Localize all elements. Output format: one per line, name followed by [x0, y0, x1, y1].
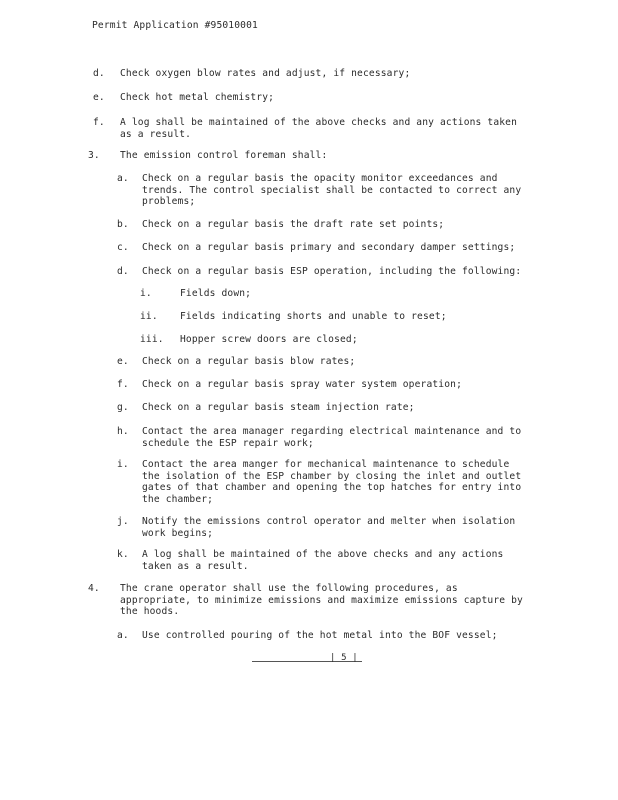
- item-text-line: the hoods.: [120, 606, 180, 617]
- item-text-line: The crane operator shall use the following procedures, as: [120, 583, 458, 594]
- item-text-line: Check on a regular basis the opacity monitor exceedances and: [142, 173, 498, 184]
- item-text-line: Fields down;: [180, 288, 252, 299]
- item-text-line: Check oxygen blow rates and adjust, if necessary;: [120, 68, 411, 79]
- item-text-line: the chamber;: [142, 493, 214, 505]
- item-text-line: The emission control foreman shall:: [120, 150, 328, 161]
- item-text-line: appropriate, to minimize emissions and maximize emissions capture by: [120, 594, 523, 606]
- item-label: 4.: [88, 583, 100, 594]
- page-number: | 5 |: [330, 653, 358, 663]
- item-text-line: Notify the emissions control operator and melter when isolation: [142, 516, 516, 527]
- item-text-line: the isolation of the ESP chamber by closing the inlet and outlet: [142, 470, 522, 482]
- item-label: b.: [117, 219, 129, 230]
- item-text-line: work begins;: [142, 527, 214, 539]
- item-text-line: Check on a regular basis blow rates;: [142, 356, 356, 367]
- item-text-line: as a result.: [120, 128, 192, 140]
- item-label: 3.: [88, 150, 100, 161]
- page-header: Permit Application #95010001: [92, 20, 258, 31]
- item-text-line: A log shall be maintained of the above checks and any actions: [142, 549, 504, 560]
- item-label: e.: [117, 356, 129, 367]
- item-text-line: Contact the area manger for mechanical maintenance to schedule: [142, 459, 510, 470]
- item-label: a.: [117, 630, 129, 641]
- item-text-line: Use controlled pouring of the hot metal into the BOF vessel;: [142, 630, 498, 641]
- item-label: h.: [117, 426, 129, 437]
- item-text-line: Hopper screw doors are closed;: [180, 334, 358, 345]
- item-label: ii.: [140, 311, 158, 322]
- item-label: j.: [117, 516, 129, 527]
- item-text-line: Check hot metal chemistry;: [120, 92, 275, 103]
- item-label: f.: [93, 117, 105, 128]
- item-text-line: Fields indicating shorts and unable to reset;: [180, 311, 447, 322]
- item-label: e.: [93, 92, 105, 103]
- item-text-line: Check on a regular basis ESP operation, including the following:: [142, 266, 522, 277]
- item-label: d.: [117, 266, 129, 277]
- item-label: f.: [117, 379, 129, 390]
- item-label: k.: [117, 549, 129, 560]
- item-label: i.: [140, 288, 152, 299]
- item-label: g.: [117, 402, 129, 413]
- item-label: iii.: [140, 334, 164, 345]
- item-label: c.: [117, 242, 129, 253]
- item-text-line: Check on a regular basis steam injection rate;: [142, 402, 415, 413]
- item-text-line: A log shall be maintained of the above checks and any actions taken: [120, 117, 518, 128]
- item-text-line: gates of that chamber and opening the top hatches for entry into: [142, 482, 522, 493]
- item-label: d.: [93, 68, 105, 79]
- item-text-line: Check on a regular basis the draft rate set points;: [142, 219, 445, 230]
- item-text-line: trends. The control specialist shall be contacted to correct any: [142, 184, 522, 196]
- item-text-line: Contact the area manager regarding electrical maintenance and to: [142, 426, 522, 437]
- item-text-line: problems;: [142, 196, 196, 207]
- item-text-line: Check on a regular basis primary and secondary damper settings;: [142, 242, 516, 253]
- item-label: i.: [117, 459, 129, 470]
- item-text-line: taken as a result.: [142, 560, 249, 572]
- item-text-line: Check on a regular basis spray water system operation;: [142, 379, 462, 390]
- item-text-line: schedule the ESP repair work;: [142, 437, 314, 449]
- item-label: a.: [117, 173, 129, 184]
